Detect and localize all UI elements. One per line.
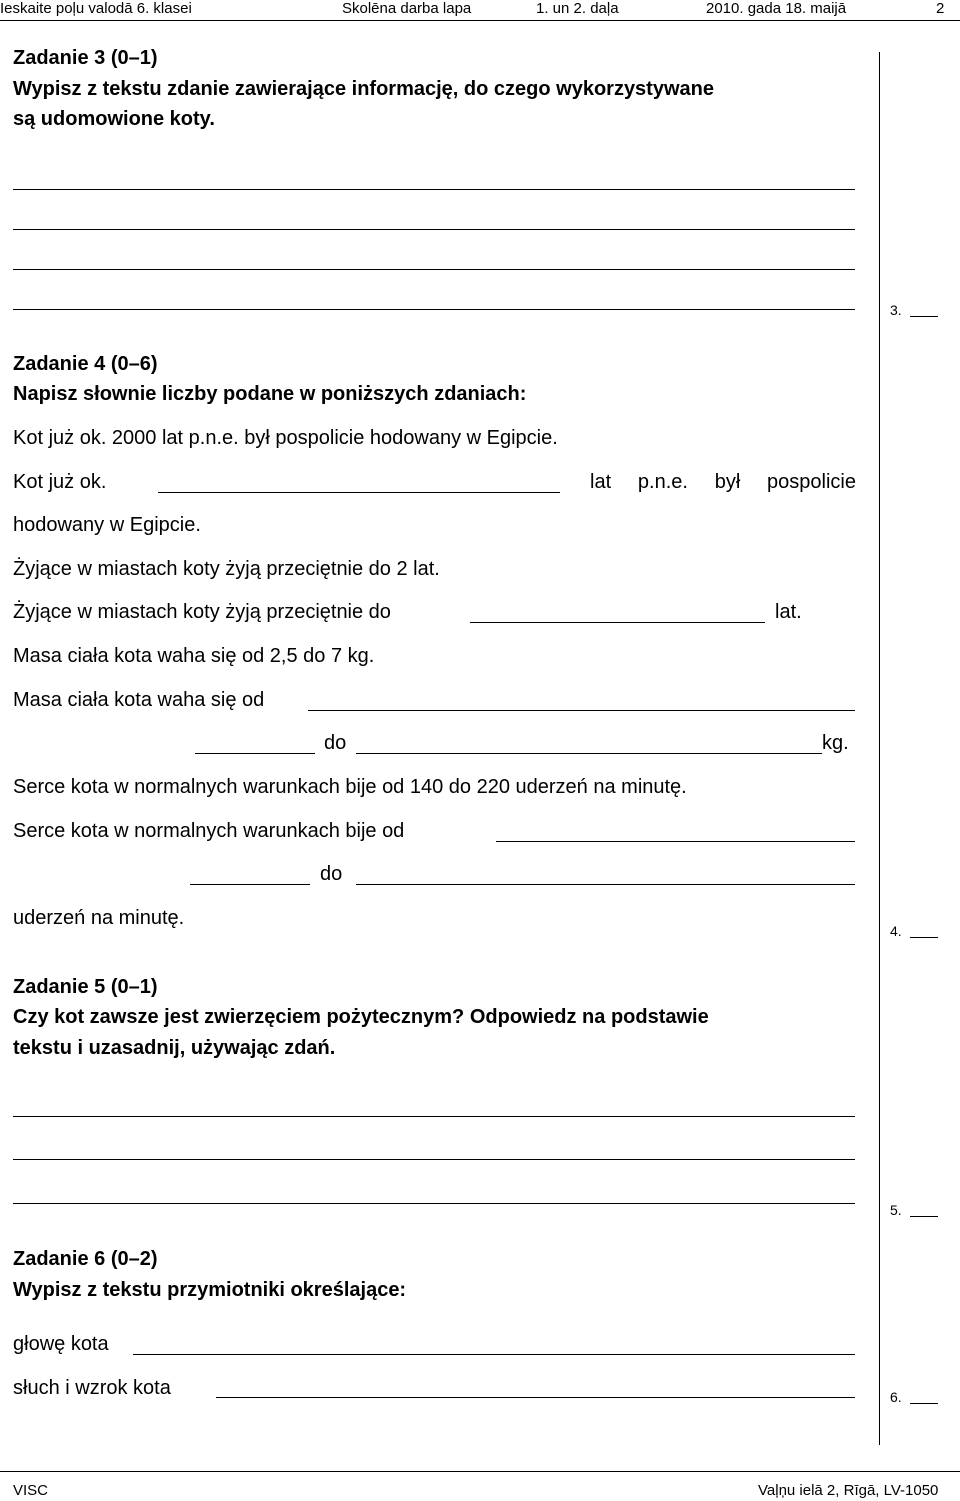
header-page-number: 2	[936, 0, 945, 17]
task3-instruction-line1: Wypisz z tekstu zdanie zawierające informację, do czego wykorzystywane	[13, 78, 714, 100]
task4-fill-1-middle: lat p.n.e. był pospolicie	[590, 471, 856, 493]
task4-blank-2[interactable]	[470, 622, 765, 623]
footer-address: Vaļņu ielā 2, Rīgā, LV-1050	[758, 1482, 939, 1499]
task4-title: Zadanie 4 (0–6)	[13, 353, 158, 375]
task4-fill-1-end: hodowany w Egipcie.	[13, 514, 201, 536]
header-date: 2010. gada 18. maijā	[706, 0, 847, 17]
task4-fill-3-kg: kg.	[822, 732, 849, 754]
task6-blank-head[interactable]	[133, 1354, 855, 1355]
task4-blank-3a[interactable]	[308, 710, 855, 711]
task6-blank-senses[interactable]	[216, 1397, 855, 1398]
task4-blank-4a[interactable]	[496, 841, 855, 842]
footer-rule	[0, 1471, 960, 1472]
task4-blank-3c[interactable]	[356, 753, 822, 754]
task4-score-label: 4.	[890, 923, 902, 939]
task3-answer-line[interactable]	[13, 269, 855, 270]
task5-answer-line[interactable]	[13, 1116, 855, 1117]
task6-instruction: Wypisz z tekstu przymiotniki określające:	[13, 1279, 407, 1301]
task6-score-label: 6.	[890, 1389, 902, 1405]
task4-sentence-4: Serce kota w normalnych warunkach bije od 140 do 220 uderzeń na minutę.	[13, 776, 687, 798]
task4-fill-1-start: Kot już ok.	[13, 471, 107, 493]
task4-fill-2-start: Żyjące w miastach koty żyją przeciętnie do	[13, 601, 391, 623]
task4-blank-4c[interactable]	[356, 884, 855, 885]
task5-instruction-line1: Czy kot zawsze jest zwierzęciem pożytecznym? Odpowiedz na podstawie	[13, 1006, 709, 1028]
task3-instruction-line2: są udomowione koty.	[13, 108, 215, 130]
header-part: 1. un 2. daļa	[536, 0, 619, 17]
task3-answer-line[interactable]	[13, 309, 855, 310]
task4-fill-3-start: Masa ciała kota waha się od	[13, 689, 265, 711]
footer-organization: VISC	[13, 1482, 49, 1499]
task4-blank-4b[interactable]	[190, 884, 310, 885]
task4-instruction: Napisz słownie liczby podane w poniższych zdaniach:	[13, 383, 527, 405]
task6-item-head: głowę kota	[13, 1333, 109, 1355]
task4-score-box[interactable]	[910, 937, 938, 938]
task4-fill-4-do: do	[320, 863, 343, 885]
task5-score-box[interactable]	[910, 1216, 938, 1217]
task4-fill-3-do: do	[324, 732, 347, 754]
task4-fill-4-start: Serce kota w normalnych warunkach bije od	[13, 820, 405, 842]
task4-blank-1[interactable]	[158, 492, 560, 493]
task3-score-label: 3.	[890, 302, 902, 318]
task3-score-box[interactable]	[910, 316, 938, 317]
task5-instruction-line2: tekstu i uzasadnij, używając zdań.	[13, 1037, 336, 1059]
score-column-divider	[879, 52, 880, 1445]
task5-score-label: 5.	[890, 1202, 902, 1218]
task5-answer-line[interactable]	[13, 1203, 855, 1204]
task3-answer-line[interactable]	[13, 229, 855, 230]
task3-title: Zadanie 3 (0–1)	[13, 47, 158, 69]
task4-sentence-1: Kot już ok. 2000 lat p.n.e. był pospolicie hodowany w Egipcie.	[13, 427, 558, 449]
header-school-test: Ieskaite poļu valodā 6. klasei	[0, 0, 192, 17]
task4-fill-2-end: lat.	[775, 601, 802, 623]
task3-answer-line[interactable]	[13, 189, 855, 190]
task6-title: Zadanie 6 (0–2)	[13, 1248, 158, 1270]
header-rule	[0, 20, 960, 21]
task4-sentence-3: Masa ciała kota waha się od 2,5 do 7 kg.	[13, 645, 375, 667]
task5-title: Zadanie 5 (0–1)	[13, 976, 158, 998]
task4-fill-4-end: uderzeń na minutę.	[13, 907, 185, 929]
task6-item-senses: słuch i wzrok kota	[13, 1377, 171, 1399]
task4-blank-3b[interactable]	[195, 753, 315, 754]
header-worksheet: Skolēna darba lapa	[342, 0, 472, 17]
task5-answer-line[interactable]	[13, 1159, 855, 1160]
task4-sentence-2: Żyjące w miastach koty żyją przeciętnie do 2 lat.	[13, 558, 440, 580]
task6-score-box[interactable]	[910, 1403, 938, 1404]
